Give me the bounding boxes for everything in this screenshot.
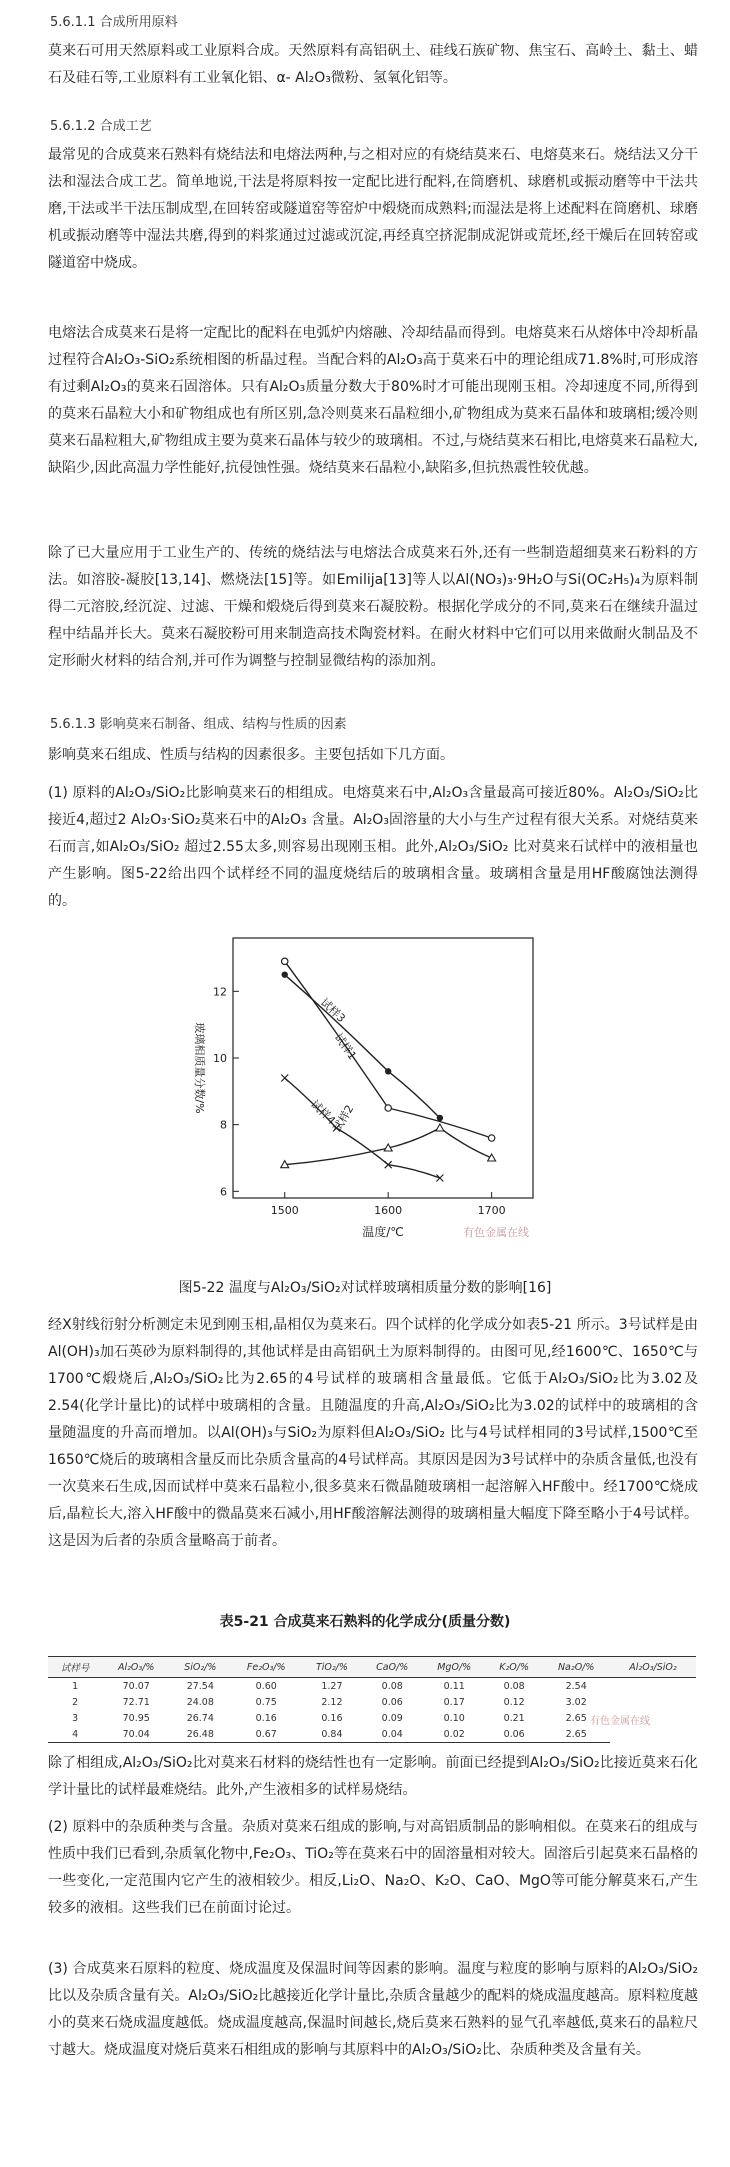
- table-header-cell: Al₂O₃/SiO₂: [610, 1657, 696, 1678]
- table-header-cell: SiO₂/%: [170, 1657, 231, 1678]
- table-cell: 0.16: [255, 1712, 277, 1724]
- composition-table: [48, 1656, 696, 1743]
- table-cell: 0.06: [486, 1726, 542, 1743]
- series-line: [285, 975, 440, 1118]
- table-cell: 70.95: [122, 1712, 150, 1724]
- table-cell: 72.71: [122, 1696, 150, 1708]
- table-row: [48, 1678, 696, 1695]
- data-point-open: [282, 958, 288, 964]
- paragraph-ultrafine-methods: 除了已大量应用于工业生产的、传统的烧结法与电熔法合成莫来石外,还有一些制造超细莫来石粉料的方法。如溶胶-凝胶[13,14]、燃烧法[15]等。如Emilija[13]等人以Al(NO₃)₃·9H₂O与Si(OC₂H₅)₄为原料制得二元溶胶,经沉淀、过滤、干燥和煅烧后得到莫来石凝胶粉。根据化学成分的不同,莫来石在继续升温过程中结晶并长大。莫来石凝胶粉可用来制造高技术陶瓷材料。在耐火材料中它们可以用来做耐火制品及不定形耐火材料的结合剂,并可作为调整与控制显微结构的添加剂。: [48, 545, 698, 669]
- table-cell: 0.06: [381, 1696, 403, 1708]
- table-cell: 4: [48, 1726, 102, 1743]
- table-cell: 3.02: [565, 1696, 587, 1708]
- table-header-cell: CaO/%: [362, 1657, 422, 1678]
- chart-watermark: 有色金属在线: [463, 1226, 529, 1239]
- paragraph-sinterability: 除了相组成,Al₂O₃/SiO₂比对莫来石材料的烧结性也有一定影响。前面已经提到Al₂O₃/SiO₂比接近莫来石化学计量比的试样最难烧结。此外,产生液相多的试样易烧结。: [48, 1755, 698, 1798]
- data-point-filled: [282, 971, 288, 977]
- table-header-cell: Fe₂O₃/%: [231, 1657, 302, 1678]
- section-heading-5-6-1-3: 5.6.1.3 影响莫来石制备、组成、结构与性质的因素: [50, 717, 347, 732]
- table-watermark: 有色金属在线: [590, 1716, 650, 1727]
- data-point-open: [385, 1105, 391, 1111]
- table-cell: 1: [72, 1680, 79, 1692]
- paragraph-fused-mullite: 电熔法合成莫来石是将一定配比的配料在电弧炉内熔融、冷却结晶而得到。电熔莫来石从熔体中冷却析晶过程符合Al₂O₃-SiO₂系统相图的析晶过程。当配合料的Al₂O₃高于莫来石中的理论组成71.8%时,可形成溶有过剩Al₂O₃的莫来石固溶体。只有Al₂O₃质量分数大于80%时才可能出现刚玉相。冷却速度不同,所得到的莫来石晶粒大小和矿物组成也有所区别,急冷则莫来石晶粒细小,矿物组成为莫来石晶体和玻璃相;缓冷则莫来石晶粒粗大,矿物组成主要为莫来石晶体与较少的玻璃相。不过,与烧结莫来石相比,电熔莫来石晶粒大,缺陷少,因此高温力学性能好,抗侵蚀性强。烧结莫来石晶粒小,缺陷多,但抗热震性较优越。: [48, 325, 698, 476]
- table-cell: 0.09: [381, 1712, 403, 1724]
- glass-phase-chart: [178, 928, 558, 1258]
- table-cell: 1.27: [321, 1680, 343, 1692]
- x-axis-label: 温度/℃: [362, 1225, 404, 1239]
- table-cell: 0.75: [255, 1696, 277, 1708]
- table-header-cell: MgO/%: [422, 1657, 485, 1678]
- table-cell: 2.65: [565, 1712, 587, 1724]
- paragraph-particle-size: (3) 合成莫来石原料的粒度、烧成温度及保温时间等因素的影响。温度与粒度的影响与原料的Al₂O₃/SiO₂比以及杂质含量有关。Al₂O₃/SiO₂比越接近化学计量比,杂质含量越少的配料的烧成温度越高。原料粒度越小的莫来石烧成温度越低。烧成温度越高,保温时间越长,烧后莫来石熟料的显气孔率越低,莫来石的晶粒尺寸越大。烧成温度对烧后莫来石相组成的影响与其原料中的Al₂O₃/SiO₂比、杂质种类及含量有关。: [48, 1961, 698, 2058]
- data-point-cross: [436, 1175, 443, 1182]
- table-cell: 26.74: [186, 1712, 214, 1724]
- table-cell: 2.54: [565, 1680, 587, 1692]
- paragraph-factors-intro: 影响莫来石组成、性质与结构的因素很多。主要包括如下几方面。: [48, 747, 454, 763]
- table-row: [48, 1694, 696, 1710]
- x-tick-label: 1700: [477, 1204, 506, 1217]
- table-cell: 0.11: [443, 1680, 465, 1692]
- paragraph-raw-materials: 莫来石可用天然原料或工业原料合成。天然原料有高铝矾土、硅线石族矿物、焦宝石、高岭土、黏土、蜡石及硅石等,工业原料有工业氧化铝、α- Al₂O₃微粉、氢氧化铝等。: [48, 43, 698, 86]
- section-heading-5-6-1-1: 5.6.1.1 合成所用原料: [50, 15, 178, 30]
- paragraph-xrd-analysis: 经X射线衍射分析测定未见到刚玉相,晶相仅为莫来石。四个试样的化学成分如表5-21 所示。3号试样是由Al(OH)₃加石英砂为原料制得的,其他试样是由高铝矾土为原料制得的。由图可见,经1600℃、1650℃与1700℃煅烧后,Al₂O₃/SiO₂比为2.65的4号试样的玻璃相含量最低。它低于Al₂O₃/SiO₂比为3.02及2.54(化学计量比)的试样中玻璃相的含量。且随温度的升高,Al₂O₃/SiO₂比为3.02的试样中的玻璃相的含量随温度的升高而增加。以Al(OH)₃与SiO₂为原料但Al₂O₃/SiO₂ 比与4号试样相同的3号试样,1500℃至1650℃烧后的玻璃相含量反而比杂质含量高的4号试样高。其原因是因为3号试样中的杂质含量低,也没有一次莫来石生成,因而试样中莫来石晶粒小,很多莫来石微晶随玻璃相一起溶解入HF酸中。经1700℃烧成后,晶粒长大,溶入HF酸中的微晶莫来石减小,用HF酸溶解法测得的玻璃相量大幅度下降至略小于4号试样。这是因为后者的杂质含量略高于前者。: [48, 1317, 698, 1549]
- y-tick-label: 6: [220, 1185, 227, 1199]
- table-cell: 0.12: [503, 1696, 525, 1708]
- y-tick-label: 8: [220, 1118, 227, 1132]
- table-header-cell: 试样号: [48, 1657, 102, 1678]
- table-cell: 24.08: [186, 1696, 214, 1708]
- series-label: 试样1: [331, 1031, 359, 1063]
- series-label: 试样3: [317, 995, 348, 1026]
- table-row: [48, 1726, 696, 1743]
- data-point-open: [488, 1135, 494, 1141]
- table-cell: 0.02: [422, 1726, 485, 1743]
- table-header-cell: Na₂O/%: [542, 1657, 610, 1678]
- table-cell: 3: [72, 1712, 79, 1724]
- table-cell: 2.65: [542, 1726, 610, 1743]
- paragraph-impurities: (2) 原料中的杂质种类与含量。杂质对莫来石组成的影响,与对高铝质制品的影响相似。在莫来石的组成与性质中我们已看到,杂质氧化物中,Fe₂O₃、TiO₂等在莫来石中的固溶量相对较大。固溶后引起莫来石晶格的一些变化,一定范围内它产生的液相较少。相反,Li₂O、Na₂O、K₂O、CaO、MgO等可能分解莫来石,产生较多的液相。这些我们已在前面讨论过。: [48, 1819, 698, 1916]
- y-tick-label: 10: [213, 1052, 227, 1065]
- table-cell: 0.10: [443, 1712, 465, 1724]
- y-axis-label: 玻璃相质量分数/%: [193, 1022, 206, 1114]
- table-cell: 70.04: [102, 1726, 170, 1743]
- table-cell: 0.16: [321, 1712, 343, 1724]
- table-cell: 26.48: [170, 1726, 231, 1743]
- table-cell: 0.21: [503, 1712, 525, 1724]
- table-header-cell: Al₂O₃/%: [102, 1657, 170, 1678]
- section-heading-5-6-1-2: 5.6.1.2 合成工艺: [50, 119, 152, 134]
- table-cell: 0.84: [302, 1726, 362, 1743]
- table-cell: 0.08: [381, 1680, 403, 1692]
- series-label: 试样2: [330, 1102, 357, 1135]
- table-cell: 0.04: [362, 1726, 422, 1743]
- table-header-cell: K₂O/%: [486, 1657, 542, 1678]
- paragraph-ratio-effect: (1) 原料的Al₂O₃/SiO₂比影响莫来石的相组成。电熔莫来石中,Al₂O₃含量最高可接近80%。Al₂O₃/SiO₂比接近4,超过2 Al₂O₃·SiO₂莫来石中的Al₂O₃ 含量。Al₂O₃固溶量的大小与生产过程有很大关系。对烧结莫来石而言,如Al₂O₃/SiO₂ 超过2.55太多,则容易出现刚玉相。此外,Al₂O₃/SiO₂ 比对莫来石试样中的液相量也产生影响。图5-22给出四个试样经不同的温度烧结后的玻璃相含量。玻璃相含量是用HF酸腐蚀法测得的。: [48, 785, 698, 909]
- table-cell: 0.17: [443, 1696, 465, 1708]
- table-cell: 0.08: [503, 1680, 525, 1692]
- table-header-cell: TiO₂/%: [302, 1657, 362, 1678]
- y-tick-label: 12: [213, 985, 227, 999]
- data-point-cross: [281, 1075, 288, 1082]
- table-title: 表5-21 合成莫来石熟料的化学成分(质量分数): [219, 1614, 511, 1630]
- table-cell: 70.07: [122, 1680, 150, 1692]
- x-tick-label: 1500: [270, 1204, 299, 1217]
- data-point-filled: [385, 1068, 391, 1074]
- table-cell: 2: [72, 1696, 79, 1708]
- paragraph-synthesis-process: 最常见的合成莫来石熟料有烧结法和电熔法两种,与之相对应的有烧结莫来石、电熔莫来石。烧结法又分干法和湿法合成工艺。简单地说,干法是将原料按一定配比进行配料,在筒磨机、球磨机或振动磨等中干法共磨,干法或半干法压制成型,在回转窑或隧道窑等窑炉中煅烧而成熟料;而湿法是将上述配料在筒磨机、球磨机或振动磨等中湿法共磨,得到的料浆通过过滤或沉淀,再经真空挤泥制成泥饼或荒坯,经干燥后在回转窑或隧道窑中烧成。: [48, 147, 698, 271]
- table-cell: 0.60: [255, 1680, 277, 1692]
- table-cell: 27.54: [186, 1680, 214, 1692]
- table-cell: 0.67: [231, 1726, 302, 1743]
- plot-frame: [233, 938, 533, 1198]
- table-header-row: [48, 1657, 696, 1678]
- figure-caption: 图5-22 温度与Al₂O₃/SiO₂对试样玻璃相质量分数的影响[16]: [178, 1280, 552, 1296]
- data-point-triangle: [436, 1124, 444, 1131]
- table-cell: 2.12: [321, 1696, 343, 1708]
- x-tick-label: 1600: [374, 1204, 403, 1217]
- series-label: 试样4: [308, 1097, 338, 1128]
